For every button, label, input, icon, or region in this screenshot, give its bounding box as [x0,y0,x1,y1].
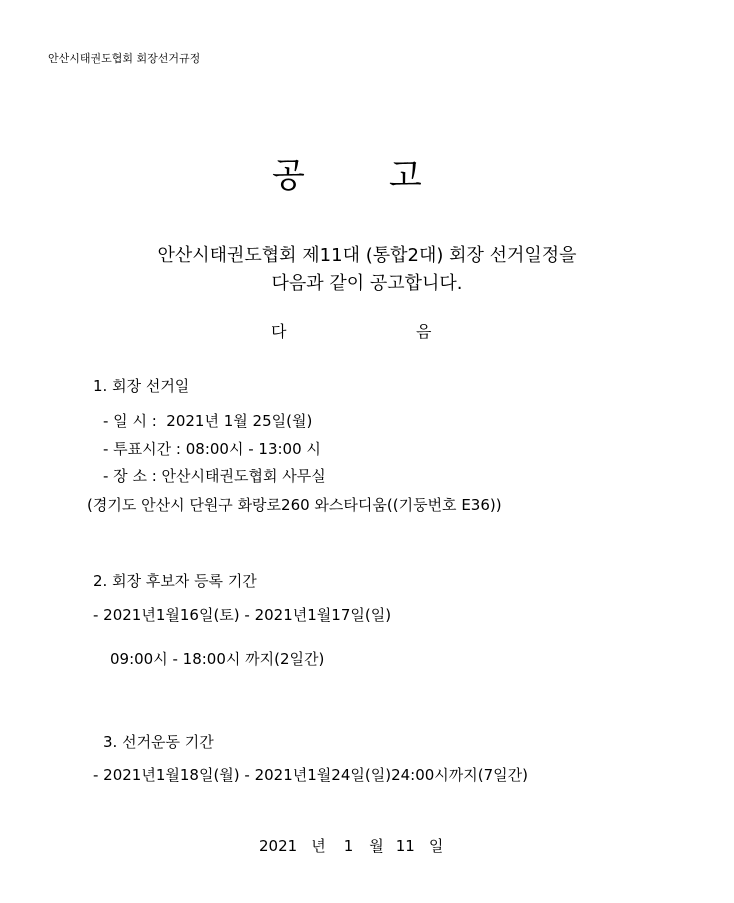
notice-date [259,835,443,856]
document-header: 안산시태권도협회 회장선거규정 [48,52,201,65]
date-year-unit: 년 [311,837,326,855]
subheading-left: 다 [271,322,287,341]
date-month-unit: 월 [369,837,384,855]
date-year: 2021 [259,837,298,855]
subheading-right: 음 [416,322,432,341]
intro-line-1: 안산시태권도협회 제11대 (통합2대) 회장 선거일정을 [157,245,577,266]
section-2-heading: 2. 회장 후보자 등록 기간 [93,572,257,590]
section-2-line-1: - 2021년1월16일(토) - 2021년1월17일(일) [93,606,392,624]
intro-line-2: 다음과 같이 공고합니다. [271,273,463,294]
section-1-line-2: - 투표시간 : 08:00시 - 13:00 시 [103,440,321,458]
section-1-heading: 1. 회장 선거일 [93,377,190,395]
notice-title [272,148,422,197]
title-left: 공 [272,156,305,196]
section-2-line-2: 09:00시 - 18:00시 까지(2일간) [110,650,325,668]
section-3-line-1: - 2021년1월18일(월) - 2021년1월24일(일)24:00시까지(7일간) [93,766,528,784]
section-3-heading: 3. 선거운동 기간 [103,733,214,751]
date-day: 11 [395,837,415,855]
section-1-line-4: (경기도 안산시 단원구 화랑로260 와스타디움((기둥번호 E36)) [87,496,502,514]
title-right: 고 [388,156,422,196]
date-day-unit: 일 [428,837,444,855]
section-1-line-1: - 일 시 : 2021년 1월 25일(월) [103,412,313,430]
section-1-line-3: - 장 소 : 안산시태권도협회 사무실 [103,467,326,485]
date-month: 1 [343,837,354,855]
